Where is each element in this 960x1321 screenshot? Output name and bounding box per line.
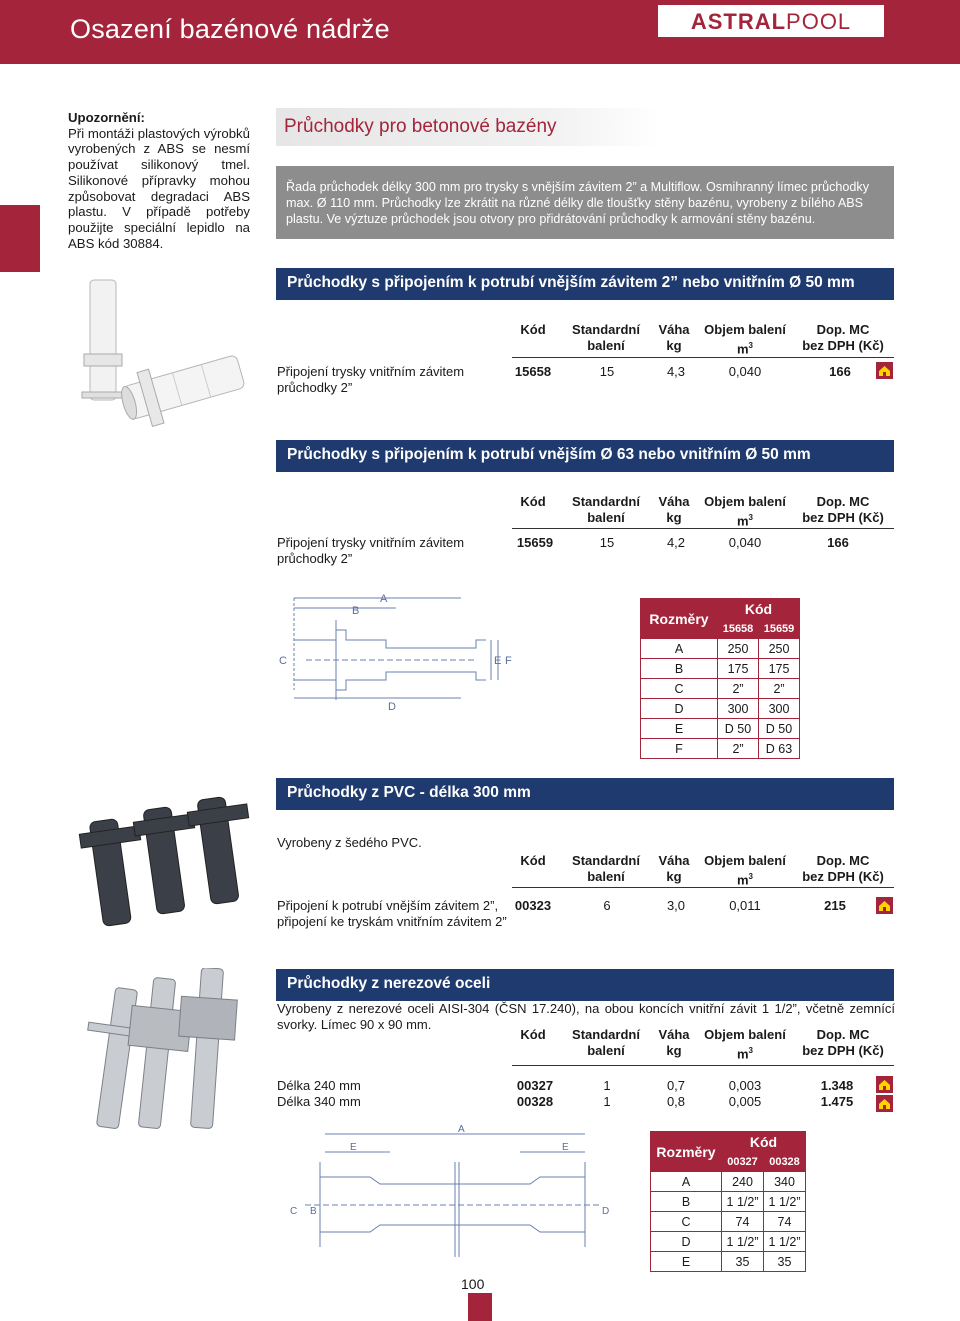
warehouse-icon (876, 897, 893, 914)
col-std: Standardní balení (572, 322, 640, 353)
warehouse-icon (876, 362, 893, 379)
svg-text:E: E (350, 1142, 357, 1153)
col-kod: Kód (520, 853, 546, 868)
row-label: Délka 340 mm (277, 1094, 361, 1109)
table-rule (512, 887, 894, 888)
col-price: Dop. MC bez DPH (Kč) (802, 494, 884, 525)
row-code: 00328 (516, 1094, 554, 1109)
section-bar-3: Průchodky z PVC - délka 300 mm (276, 778, 894, 810)
col-objem: Objem balení $m^3$ (704, 1027, 786, 1062)
row-label: Připojení trysky vnitřním závitem průchodky 2” (277, 535, 465, 566)
page-marker (468, 1293, 492, 1321)
col-objem: Objem balení $m^3$ (704, 494, 786, 529)
svg-text:C: C (279, 655, 287, 667)
row-label: Připojení trysky vnitřním závitem průchodky 2” (277, 364, 465, 395)
svg-text:B: B (310, 1206, 317, 1217)
svg-text:A: A (458, 1124, 465, 1135)
col-vaha: Váha kg (658, 494, 690, 525)
col-std: Standardní balení (572, 494, 640, 525)
abs-fitting-image (68, 272, 258, 447)
svg-text:F: F (505, 655, 512, 667)
col-price: Dop. MC bez DPH (Kč) (802, 1027, 884, 1058)
stainless-fitting-image (86, 968, 254, 1143)
section-bar-4: Průchodky z nerezové oceli (276, 969, 894, 1001)
col-kod: Kód (520, 494, 546, 509)
row-volume: 0,003 (728, 1078, 762, 1093)
row-weight: 0,8 (666, 1094, 686, 1109)
row-weight: 4,2 (666, 535, 686, 550)
row-volume: 0,011 (729, 898, 761, 913)
svg-text:E: E (494, 655, 502, 667)
svg-text:B: B (352, 605, 360, 617)
row-code: 00323 (514, 898, 552, 913)
svg-text:D: D (602, 1206, 610, 1217)
description-box (276, 166, 894, 239)
table-rule (512, 1065, 894, 1066)
warehouse-icon (876, 1076, 893, 1093)
warehouse-icon (876, 1095, 893, 1112)
page-title: Osazení bazénové nádrže (70, 14, 390, 44)
section-intro: Vyrobeny z nerezové oceli AISI-304 (ČSN 17.240), na obou koncích vnitřní závit 1 1/2”, včetně zemnící svorky. Límec 90 x 90 mm. (277, 1001, 895, 1032)
section-intro: Vyrobeny z šedého PVC. (277, 835, 422, 850)
row-weight: 0,7 (666, 1078, 686, 1093)
row-code: 00327 (516, 1078, 554, 1093)
pvc-fitting-image (68, 790, 258, 950)
page-number: 100 (461, 1276, 485, 1292)
warning-title: Upozornění: (68, 110, 145, 125)
description-text: Řada průchodek délky 300 mm pro trysky s vnějším závitem 2” a Multiflow. Osmihranný límec průchodky max. Ø 110 mm. Průchodky lze zkrátit na různé délky dle tloušťky stěny bazénu, vyrobeny z bílého ABS plastu. Ve výztuze průchodek jsou otvory pro přidrátování průchodky k armování stěny bazénu. (286, 180, 870, 226)
row-weight: 4,3 (666, 364, 686, 379)
col-price: Dop. MC bez DPH (Kč) (802, 322, 884, 353)
row-volume: 0,040 (728, 535, 762, 550)
col-std: Standardní balení (572, 1027, 640, 1058)
row-label: Délka 240 mm (277, 1078, 361, 1093)
section-title: Průchodky pro betonové bazény (276, 108, 661, 146)
row-pack: 1 (603, 1094, 611, 1109)
row-code: 15658 (514, 364, 552, 379)
astralpool-logo: ASTRALPOOL (656, 3, 886, 39)
row-pack: 15 (599, 364, 615, 379)
col-std: Standardní balení (572, 853, 640, 884)
col-kod: Kód (520, 1027, 546, 1042)
svg-text:C: C (290, 1206, 298, 1217)
col-objem: Objem balení $m^3$ (704, 853, 786, 888)
col-price: Dop. MC bez DPH (Kč) (802, 853, 884, 884)
dimensions-table-2: Rozměry Kód 00327 00328 A 240 340 B 1 1/2” 1 1/2” C 74 74 D 1 1/2” 1 1/2” E 35 35 (650, 1131, 806, 1272)
col-vaha: Váha kg (658, 1027, 690, 1058)
warning-text: Při montáži plastových výrobků vyrobených z ABS se nesmí používat silikonový tmel. Silikonové přípravky mohou způsobovat degradaci ABS plastu. V případě potřeby použijte speciální lepidlo na ABS kód 30884. (68, 125, 250, 251)
section-bar-2: Průchodky s připojením k potrubí vnějším Ø 63 nebo vnitřním Ø 50 mm (276, 440, 894, 472)
row-weight: 3,0 (666, 898, 686, 913)
row-code: 15659 (516, 535, 554, 550)
col-kod: Kód (520, 322, 546, 337)
svg-text:D: D (388, 701, 396, 712)
section-bar-1: Průchodky s připojením k potrubí vnějším závitem 2” nebo vnitřním Ø 50 mm (276, 268, 894, 300)
col-vaha: Váha kg (658, 853, 690, 884)
fitting-drawing-1 (276, 590, 526, 712)
row-volume: 0,040 (728, 364, 762, 379)
row-pack: 15 (599, 535, 615, 550)
row-pack: 6 (603, 898, 611, 913)
side-tab (0, 205, 40, 272)
table-rule (512, 357, 894, 358)
row-volume: 0,005 (728, 1094, 762, 1109)
fitting-drawing-2 (280, 1122, 630, 1262)
table-rule (512, 528, 894, 529)
row-label: Připojení k potrubí vnějším závitem 2”, připojení ke tryskám vnitřním závitem 2” (277, 898, 507, 929)
row-pack: 1 (603, 1078, 611, 1093)
row-price: 1.348 (820, 1078, 854, 1093)
dimensions-table-1: Rozměry Kód 15658 15659 A 250 250 B 175 175 C 2” 2” D 300 300 E D 50 D 50 F 2” D 63 (640, 598, 800, 759)
row-price: 215 (824, 898, 846, 913)
col-objem: Objem balení $m^3$ (704, 322, 786, 357)
warning-note (68, 110, 250, 251)
svg-text:E: E (562, 1142, 569, 1153)
row-price: 1.475 (820, 1094, 854, 1109)
col-vaha: Váha kg (658, 322, 690, 353)
row-price: 166 (829, 364, 851, 379)
svg-text:A: A (380, 593, 388, 605)
row-price: 166 (827, 535, 849, 550)
